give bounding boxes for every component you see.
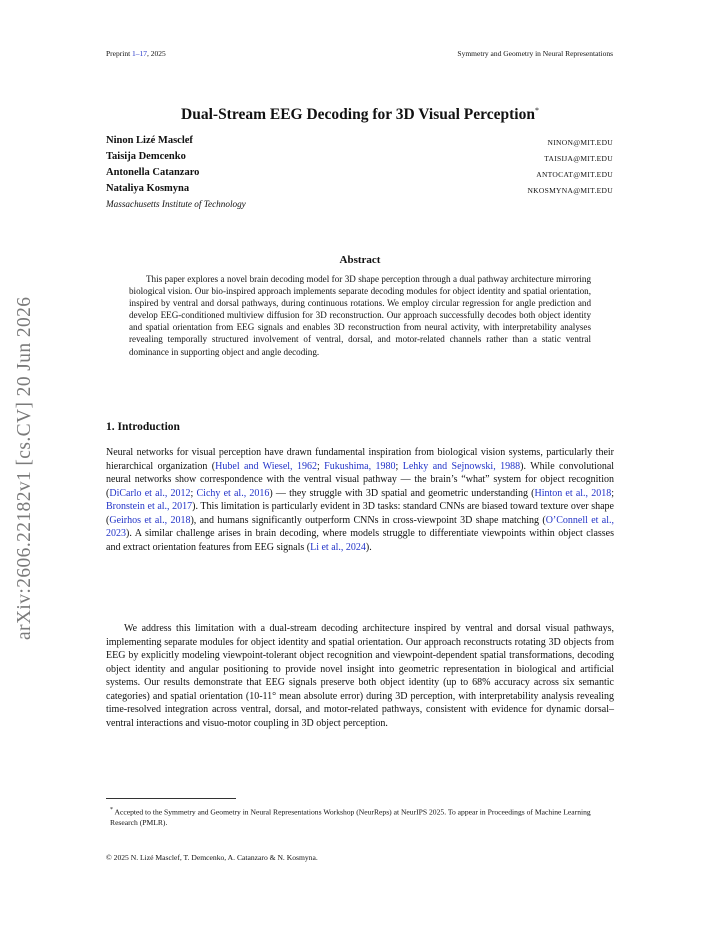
citation-link[interactable]: Cichy et al., 2016 [196,487,270,499]
running-header-left: Preprint 1–17, 2025 [106,49,166,58]
citation-link[interactable]: Geirhos et al., 2018 [109,514,191,526]
author-email: TAISIJA@MIT.EDU [544,154,613,163]
arxiv-identifier-stamp[interactable]: arXiv:2606.22182v1 [cs.CV] 20 Jun 2026 [14,296,35,640]
footnote-text: Accepted to the Symmetry and Geometry in Neural Representations Workshop (NeurReps) at NeurIPS 2025. To appear in Proceedings of Machine Learning Research (PMLR). [110,807,591,827]
citation-link[interactable]: Hinton et al., 2018 [534,487,612,499]
intro-paragraph-1 [106,446,614,554]
paragraph-text: Neural networks for visual perception have drawn fundamental inspiration from biological vision systems, particularly their hierarchical organization ( [106,447,614,472]
copyright-notice: © 2025 N. Lizé Masclef, T. Demcenko, A. Catanzaro & N. Kosmyna. [106,853,318,862]
paragraph-text: ). While convolutional neural networks show correspondence with the ventral visual pathway — the brain’s “what” system for object recognition ( [106,460,615,499]
citation-link[interactable]: Fukushima, 1980 [324,460,396,472]
paragraph-text: ) — they struggle with 3D spatial and geometric understanding ( [269,487,535,499]
author-name: Ninon Lizé Masclef [106,135,193,146]
citation-link[interactable]: Li et al., 2024 [310,541,366,553]
paragraph-text: ; [611,487,615,499]
citation-link[interactable]: Bronstein et al., 2017 [106,501,193,512]
abstract-heading: Abstract [339,254,381,266]
citation-link[interactable]: O’Connell et al., 2023 [106,514,615,539]
title-footnote-mark: * [534,106,539,115]
paragraph-text: ). This limitation is particularly evident in 3D tasks: standard CNNs are biased toward texture over shape ( [106,501,614,526]
section-heading: 1. Introduction [106,421,180,433]
citation-link[interactable]: DiCarlo et al., 2012 [109,487,191,499]
paragraph-text: ). A similar challenge arises in brain decoding, where models struggle to differentiate viewpoints within object classes and extract orientation features from EEG signals ( [106,528,614,553]
intro-paragraph-2: We address this limitation with a dual-stream decoding architecture inspired by ventral and dorsal visual pathways, implementing separate modules for object identity and spatial orientation. Our approach reconstructs rotating 3D objects from EEG by explicitly modeling viewpoint-tolerant object recognition and viewpoint-dependent spatial transformations, decoding object identity and angular positioning to provide novel insight into geometric representation in biological and artificial systems. Our results demonstrate that EEG signals preserve both object identity (up to 68% accuracy across six semantic categories) and spatial orientation (10-11° mean absolute error) during 3D perception, with interpretability analysis revealing time-resolved integration across ventral, dorsal, and motor-related pathways, consistent with evidence for dynamic dorsal–ventral interactions and visuo-motor coupling in 3D object perception. [106,623,614,729]
abstract-text: This paper explores a novel brain decoding model for 3D shape perception through a dual pathway architecture mirroring biological vision. Our bio-inspired approach implements separate decoding modules for object identity and spatial orientation, inspired by ventral and dorsal pathways, during continuous rotations. We employ circular regression for angle prediction and develop EEG-conditioned multiview diffusion for 3D reconstruction. Our approach successfully decodes both object identity and spatial orientation from EEG signals and enables 3D reconstruction from neural activity, with interpretability analyses revealing temporally structured involvement of ventral, dorsal, and motor-related channels rather than a static ventral dominance in supporting object and angle decoding. [129,274,591,357]
running-header-right: Symmetry and Geometry in Neural Representations [457,49,613,58]
author-email: NKOSMYNA@MIT.EDU [527,186,613,195]
footnote-mark: * [110,807,113,813]
paragraph-text: ; [395,460,403,472]
footnote [110,805,614,828]
citation-link[interactable]: Lehky and Sejnowski, 1988 [402,460,521,472]
footnote-rule [106,798,236,799]
paper-title: Dual-Stream EEG Decoding for 3D Visual Perception* [181,106,539,124]
author-affiliation: Massachusetts Institute of Technology [106,199,246,209]
page-range-link[interactable]: 1–17 [132,49,148,58]
author-name: Taisija Demcenko [106,151,186,162]
paragraph-text: ; [316,460,325,472]
citation-link[interactable]: Hubel and Wiesel, 1962 [215,460,317,472]
author-email: NINON@MIT.EDU [547,138,613,147]
author-email: ANTOCAT@MIT.EDU [536,170,613,179]
author-name: Antonella Catanzaro [106,167,200,178]
paragraph-text: ; [190,487,197,499]
author-name: Nataliya Kosmyna [106,183,190,194]
paragraph-text: ), and humans significantly outperform CNNs in cross-viewpoint 3D shape matching ( [190,514,546,526]
paragraph-text: ). [365,541,372,553]
